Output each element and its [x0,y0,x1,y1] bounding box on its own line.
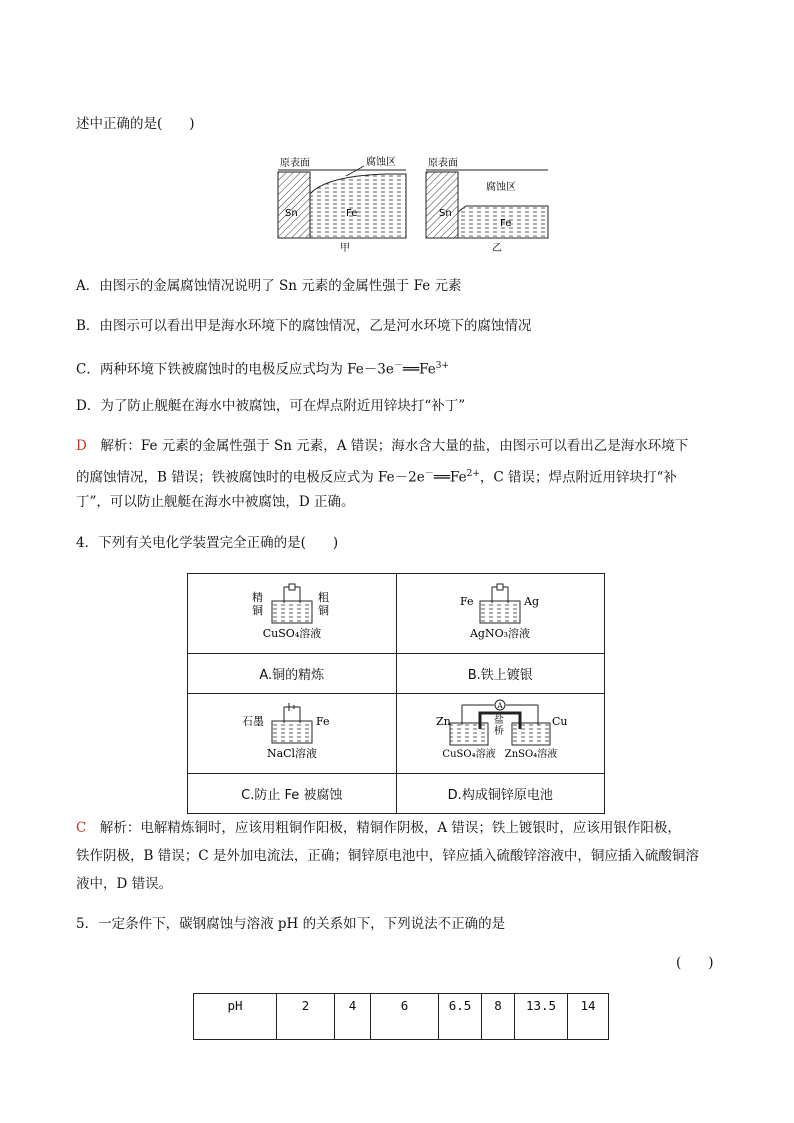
q3-option-c-sup2: 3+ [435,361,449,371]
q5-ph-table [193,993,609,1040]
device-a-cell [188,574,397,654]
q3-option-c-text: C．两种环境下铁被腐蚀时的电极反应式均为 Fe－3e [76,361,394,378]
ph-value: 8 [482,994,515,1040]
ph-value: 13.5 [515,994,568,1040]
q3-answer-post: ，C 错误；焊点附近用锌块打“补 [479,469,677,486]
device-c-solution: NaCl溶液 [266,746,317,760]
ph-value: 2 [277,994,335,1040]
svg-text:桥: 桥 [494,725,505,737]
q3-answer-line1 [76,436,688,456]
svg-text:铜: 铜 [317,603,329,617]
corrosion-figure [276,154,552,254]
device-b-caption: B.铁上镀银 [396,654,605,694]
device-a-caption: A.铜的精炼 [188,654,397,694]
q3-answer-mid: ══Fe [433,469,467,486]
svg-text:铜: 铜 [251,603,263,617]
device-d-diagram [400,699,600,765]
q3-answer-text2: 的腐蚀情况，B 错误；铁被腐蚀时的电极反应式为 Fe－2e [76,469,425,486]
q4-device-table [187,573,605,814]
device-b-cell [396,574,605,654]
yi-metal1-label: Sn [439,208,452,219]
device-c-right: Fe [315,714,330,728]
q5-paren: ( ) [676,955,714,971]
jia-metal2-label: Fe [346,208,358,219]
ph-value: 14 [568,994,609,1040]
device-c-left: 石墨 [241,714,264,728]
figure-panel-yi [426,156,548,254]
svg-text:盐: 盐 [494,714,505,726]
device-b-diagram [400,579,600,645]
device-d-solution1: CuSO₄溶液 [442,748,496,760]
q4-stem: 4．下列有关电化学装置完全正确的是( ) [76,535,339,551]
q3-answer-sup2: 2+ [466,469,480,479]
q5-stem: 5．一定条件下，碳钢腐蚀与溶液 pH 的关系如下，下列说法不正确的是 [76,916,506,932]
jia-metal1-label: Sn [285,208,298,219]
q3-option-c [76,356,449,380]
yi-metal2-label: Fe [500,218,512,229]
q3-option-b: B．由图示可以看出甲是海水环境下的腐蚀情况，乙是河水环境下的腐蚀情况 [76,318,532,334]
device-b-right: Ag [524,594,540,608]
yi-caption: 乙 [492,243,502,254]
device-d-meter: A [497,701,503,710]
figure-panel-jia [278,155,406,254]
q3-answer-sup1: － [424,469,434,479]
q3-stem-tail: 述中正确的是( ) [76,116,195,132]
q4-answer-letter: C [76,820,87,836]
device-b-left: Fe [460,594,474,608]
device-a-diagram [192,579,392,645]
jia-caption: 甲 [340,243,350,254]
jia-zone-label: 腐蚀区 [366,157,396,168]
q3-option-d: D．为了防止舰艇在海水中被腐蚀，可在焊点附近用锌块打“补丁” [76,398,466,414]
device-d-cell [396,694,605,774]
device-d-caption: D.构成铜锌原电池 [396,774,605,814]
device-a-solution: CuSO₄溶液 [262,626,321,640]
jia-surface-label: 原表面 [280,158,310,169]
q3-answer-line3: 丁”，可以防止舰艇在海水中被腐蚀，D 正确。 [76,494,355,510]
device-b-solution: AgNO₃溶液 [470,626,531,640]
ph-value: 6.5 [439,994,482,1040]
ph-value: 4 [335,994,371,1040]
q3-answer-text1: 解析：Fe 元素的金属性强于 Sn 元素，A 错误；海水含大量的盐，由图示可以看出乙是海水环境下 [86,438,689,454]
device-d-right: Cu [552,714,568,728]
yi-zone-label: 腐蚀区 [486,182,516,193]
q3-answer-line2 [76,464,677,488]
svg-text:粗: 粗 [317,590,329,604]
device-d-solution2: ZnSO₄溶液 [505,748,558,760]
device-c-caption: C.防止 Fe 被腐蚀 [188,774,397,814]
q3-answer-letter: D [76,438,87,454]
svg-text:精: 精 [251,590,263,604]
device-d-left: Zn [436,714,451,728]
yi-surface-label: 原表面 [428,158,458,169]
ph-header: pH [194,994,277,1040]
device-c-cell [188,694,397,774]
q4-answer-line3: 液中，D 错误。 [76,876,173,892]
ph-value: 6 [371,994,439,1040]
device-c-diagram [192,699,392,765]
q3-option-c-sup1: － [393,361,403,371]
q3-option-a: A．由图示的金属腐蚀情况说明了 Sn 元素的金属性强于 Fe 元素 [76,278,462,294]
q4-answer-line1 [76,818,681,838]
q4-answer-text1: 解析：电解精炼铜时，应该用粗铜作阳极，精铜作阴极，A 错误；铁上镀银时，应该用银作阳极， [86,820,681,836]
q4-answer-line2: 铁作阴极，B 错误；C 是外加电流法，正确；铜锌原电池中，锌应插入硫酸锌溶液中，铜应插入硫酸铜溶 [76,848,699,864]
q3-option-c-mid: ══Fe [402,361,436,378]
